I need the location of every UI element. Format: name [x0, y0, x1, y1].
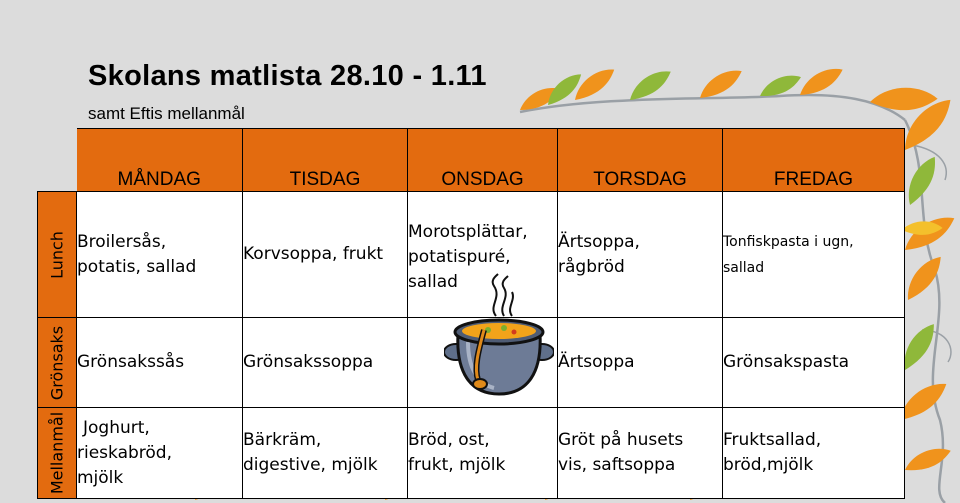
menu-line: Morotsplättar,: [408, 222, 528, 242]
menu-line: Broilersås,: [77, 231, 167, 252]
menu-line: digestive, mjölk: [243, 455, 378, 475]
menu-line: Grönsakssoppa: [243, 352, 374, 372]
menu-line: Joghurt,: [83, 417, 150, 438]
menu-line: frukt, mjölk: [408, 455, 506, 475]
row-label-snack: [38, 408, 77, 499]
day-header-tuesday: TISDAG: [243, 129, 408, 192]
soup-pot-icon: [444, 272, 554, 400]
menu-line: Ärtsoppa,: [558, 231, 640, 252]
menu-line: Tonfiskpasta i ugn,: [723, 233, 854, 250]
menu-cell: [408, 408, 558, 499]
menu-cell: [558, 318, 723, 408]
menu-line: potatis, sallad: [77, 256, 197, 277]
menu-line: rieskabröd,: [77, 442, 172, 463]
row-label-text: Grönsaks: [47, 325, 67, 400]
header-corner: [38, 129, 77, 192]
day-header-thursday: TORSDAG: [558, 129, 723, 192]
page-subtitle: samt Eftis mellanmål: [88, 104, 245, 123]
menu-cell: [243, 318, 408, 408]
menu-line: rågbröd: [558, 256, 625, 277]
row-label-text: Lunch: [47, 230, 67, 279]
menu-cell: [243, 408, 408, 499]
menu-cell: [243, 192, 408, 318]
menu-line: Gröt på husets: [558, 430, 684, 450]
menu-line: Bärkräm,: [243, 430, 322, 450]
menu-line: Grönsakssås: [77, 352, 185, 372]
menu-cell: [558, 408, 723, 499]
page-title: Skolans matlista 28.10 - 1.11: [88, 60, 487, 92]
menu-line: potatispuré,: [408, 247, 511, 267]
menu-cell: [77, 408, 243, 499]
menu-line: Korvsoppa, frukt: [243, 244, 384, 264]
menu-line: Grönsakspasta: [723, 352, 850, 372]
row-label-lunch: [38, 192, 77, 318]
menu-line: mjölk: [77, 467, 124, 488]
menu-line: sallad: [723, 259, 765, 276]
menu-cell: [558, 192, 723, 318]
menu-cell: [77, 318, 243, 408]
menu-cell: [723, 408, 905, 499]
menu-line: Ärtsoppa: [558, 352, 635, 372]
day-header-row: [38, 129, 905, 192]
menu-line: Fruktsallad,: [723, 430, 822, 450]
snack-row: [38, 408, 905, 499]
row-label-text: Mellanmål: [47, 411, 67, 495]
menu-line: Bröd, ost,: [408, 430, 490, 450]
day-header-wednesday: ONSDAG: [408, 129, 558, 192]
menu-line: sallad: [408, 272, 458, 292]
day-header-friday: FREDAG: [723, 129, 905, 192]
menu-line: bröd,mjölk: [723, 455, 814, 475]
menu-cell: [723, 192, 905, 318]
menu-cell: [723, 318, 905, 408]
day-header-monday: MÅNDAG: [77, 129, 243, 192]
menu-cell: [77, 192, 243, 318]
row-label-vegetarian: [38, 318, 77, 408]
menu-line: vis, saftsoppa: [558, 455, 676, 475]
